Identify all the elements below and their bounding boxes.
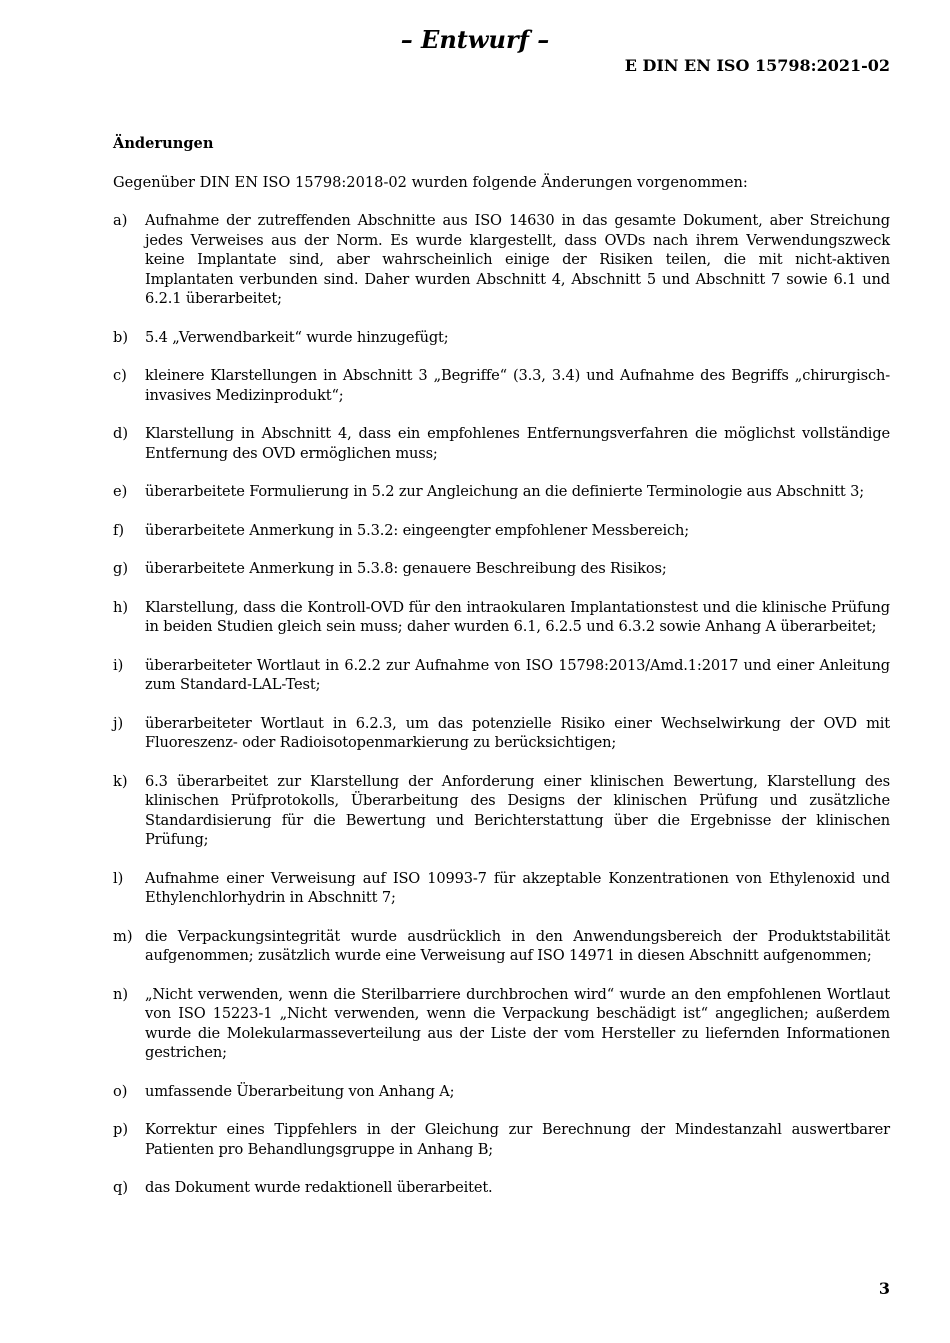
list-item-text: Aufnahme einer Verweisung auf ISO 10993-7 für akzeptable Konzentrationen von Ethylenoxid und Ethylenchlorhydrin in Abschnitt 7; [145, 869, 890, 906]
list-item [113, 772, 890, 850]
list-item-text: Korrektur eines Tippfehlers in der Gleichung zur Berechnung der Mindestanzahl auswertbarer Patienten pro Behandlungsgruppe in Anhang B; [145, 1121, 890, 1158]
list-marker: a) [113, 212, 128, 229]
list-item-text: überarbeitete Anmerkung in 5.3.8: genauere Beschreibung des Risikos; [145, 560, 667, 577]
list-item [113, 1178, 890, 1198]
list-marker: b) [113, 328, 129, 346]
list-item-text: das Dokument wurde redaktionell überarbeitet. [145, 1179, 493, 1196]
list-marker: l) [113, 869, 124, 887]
changes-section [113, 134, 890, 1217]
section-heading: Änderungen [113, 135, 214, 152]
list-item-text: überarbeitete Formulierung in 5.2 zur Angleichung an die definierte Terminologie aus Abschnitt 3; [145, 483, 865, 500]
section-intro: Gegenüber DIN EN ISO 15798:2018-02 wurden folgende Änderungen vorgenommen: [113, 173, 748, 191]
list-item [113, 1082, 890, 1102]
list-item [113, 559, 890, 579]
list-item [113, 869, 890, 908]
list-item-text: überarbeiteter Wortlaut in 6.2.3, um das potenzielle Risiko einer Wechselwirkung der OVD mit Fluoreszenz- oder Radioisotopenmarkierung zu berücksichtigen; [145, 714, 890, 751]
list-item [113, 328, 890, 348]
list-marker: c) [113, 367, 127, 384]
list-item [113, 985, 890, 1063]
list-item [113, 424, 890, 463]
list-marker: q) [113, 1179, 129, 1196]
list-marker: p) [113, 1121, 129, 1138]
list-marker: d) [113, 425, 129, 442]
list-item [113, 598, 890, 637]
list-marker: j) [113, 714, 124, 732]
list-item-text: Klarstellung, dass die Kontroll-OVD für den intraokularen Implantationstest und die klinische Prüfung in beiden Studien gleich sein muss; daher wurden 6.1, 6.2.5 und 6.3.2 sowie Anhang A überarbeitet; [145, 598, 890, 635]
list-marker: o) [113, 1082, 128, 1100]
list-item [113, 714, 890, 753]
list-marker: e) [113, 483, 128, 500]
list-marker: h) [113, 598, 129, 616]
list-item [113, 211, 890, 309]
list-item-text: 5.4 „Verwendbarkeit“ wurde hinzugefügt; [145, 328, 449, 346]
list-marker: k) [113, 772, 128, 790]
list-item [113, 366, 890, 405]
list-marker: g) [113, 560, 129, 577]
list-item-text: überarbeitete Anmerkung in 5.3.2: eingeengter empfohlener Messbereich; [145, 521, 690, 539]
page-number: 3 [878, 1279, 890, 1298]
list-item [113, 1120, 890, 1159]
list-marker: n) [113, 985, 129, 1003]
list-marker: f) [113, 521, 125, 539]
list-item-text: überarbeiteter Wortlaut in 6.2.2 zur Aufnahme von ISO 15798:2013/Amd.1:2017 und einer Anleitung zum Standard-LAL-Test; [145, 656, 890, 693]
list-item-text: umfassende Überarbeitung von Anhang A; [145, 1082, 455, 1100]
list-item [113, 521, 890, 541]
list-item [113, 482, 890, 502]
list-item [113, 927, 890, 966]
list-item [113, 656, 890, 695]
list-item-text: kleinere Klarstellungen in Abschnitt 3 „Begriffe“ (3.3, 3.4) und Aufnahme des Begriffs „chirurgisch-invasives Medizinprodukt“; [145, 367, 890, 404]
list-item-text: „Nicht verwenden, wenn die Sterilbarriere durchbrochen wird“ wurde an den empfohlenen Wortlaut von ISO 15223-1 „Nicht verwenden, wenn die Verpackung beschädigt ist“ angeglichen; außerdem wurde die Molekularmasseverteilung aus der Liste der vom Hersteller zu liefernden Informationen gestrichen; [145, 985, 890, 1061]
document-id: E DIN EN ISO 15798:2021-02 [624, 56, 890, 75]
list-marker: i) [113, 656, 124, 674]
list-item-text: 6.3 überarbeitet zur Klarstellung der Anforderung einer klinischen Bewertung, Klarstellung des klinischen Prüfprotokolls, Überarbeitung des Designs der klinischen Prüfung und zusätzliche Standardisierung für die Bewertung und Berichterstattung über die Ergebnisse der klinischen Prüfung; [145, 772, 890, 848]
draft-watermark: – Entwurf – [400, 25, 550, 54]
list-item-text: Klarstellung in Abschnitt 4, dass ein empfohlenes Entfernungsverfahren die möglichst vollständige Entfernung des OVD ermöglichen muss; [145, 425, 890, 462]
list-item-text: die Verpackungsintegrität wurde ausdrücklich in den Anwendungsbereich der Produktstabilität aufgenommen; zusätzlich wurde eine Verweisung auf ISO 14971 in diesen Abschnitt aufgenommen; [145, 927, 890, 964]
list-item-text: Aufnahme der zutreffenden Abschnitte aus ISO 14630 in das gesamte Dokument, aber Streichung jedes Verweises aus der Norm. Es wurde klargestellt, dass OVDs nach ihrem Verwendungszweck keine Implantate sind, aber wahrscheinlich einige der Risiken teilen, die mit nicht-aktiven Implantaten verbunden sind. Daher wurden Abschnitt 4, Abschnitt 5 und Abschnitt 7 sowie 6.1 und 6.2.1 überarbeitet; [145, 212, 890, 307]
list-marker: m) [113, 927, 133, 945]
changes-list [113, 211, 890, 1198]
